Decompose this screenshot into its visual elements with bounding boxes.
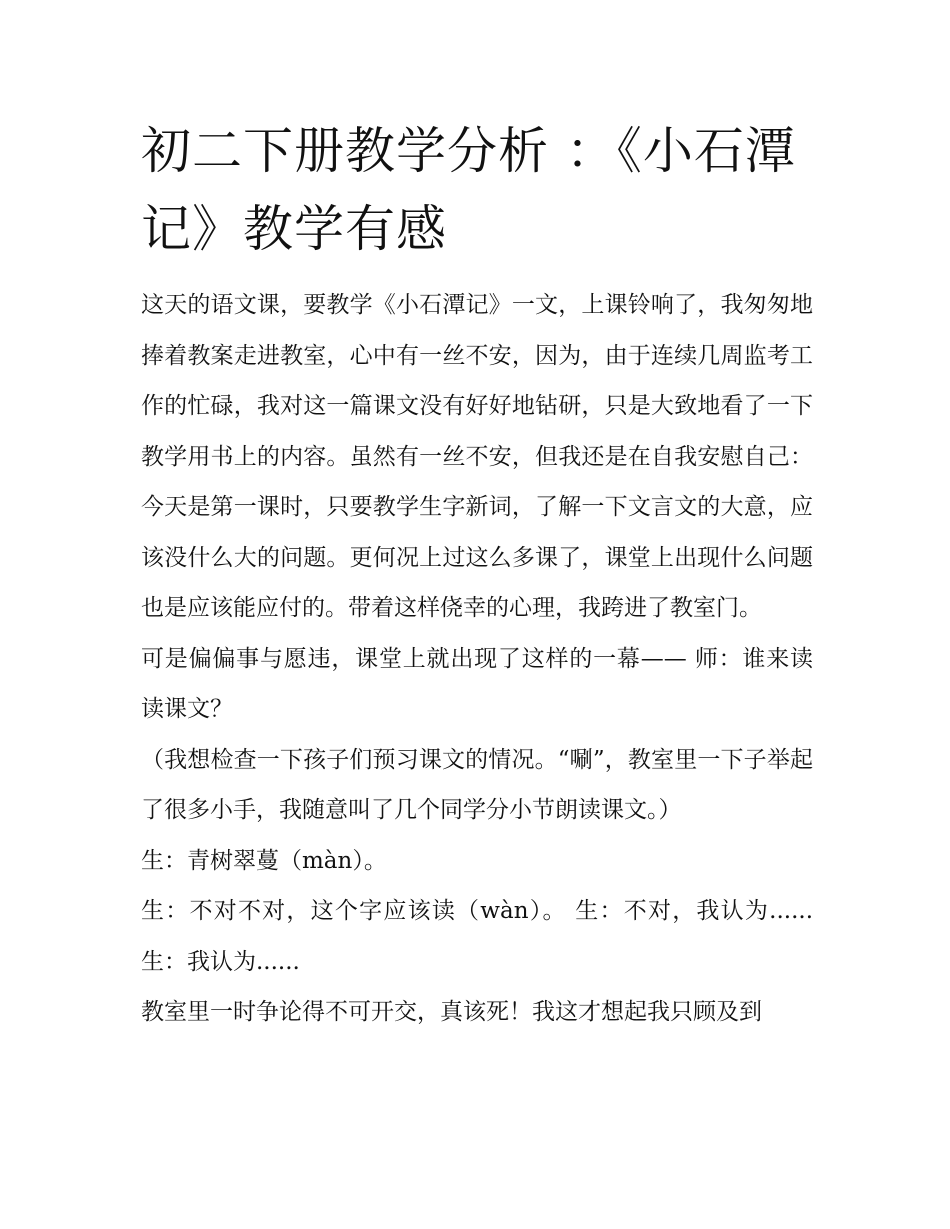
paragraph-classroom-argument: 教室里一时争论得不可开交，真该死！我这才想起我只顾及到 xyxy=(141,999,762,1025)
paragraph-teacher-question: 可是偏偏事与愿违，课堂上就出现了这样的一幕—— 师：谁来读读课文？ xyxy=(141,645,813,722)
document-title: 初二下册教学分析 ：《小石潭记》教学有感 xyxy=(141,122,796,258)
paragraph-student-reading: 生：青树翠蔓（màn）。 xyxy=(141,847,387,874)
paragraph-check-preview: （我想检查一下孩子们预习课文的情况。“唰”，教室里一下子举起了很多小手，我随意叫了几个同学分小节朗读课文。） xyxy=(141,746,813,823)
paragraph-intro: 这天的语文课，要教学《小石潭记》一文，上课铃响了，我匆匆地捧着教案走进教室，心中有一丝不安，因为，由于连续几周监考工作的忙碌，我对这一篇课文没有好好地钻研，只是大致地看了一下教学用书上的内容。虽然有一丝不安，但我还是在自我安慰自己：今天是第一课时，只要教学生字新词，了解一下文言文的大意，应该没什么大的问题。更何况上过这么多课了，课堂上出现什么问题也是应该能应付的。带着这样侥幸的心理，我跨进了教室门。 xyxy=(141,292,813,621)
paragraph-student-debate: 生：不对不对，这个字应该读（wàn）。 生：不对，我认为...... 生：我认为...... xyxy=(141,898,813,975)
document-page xyxy=(141,112,813,1038)
